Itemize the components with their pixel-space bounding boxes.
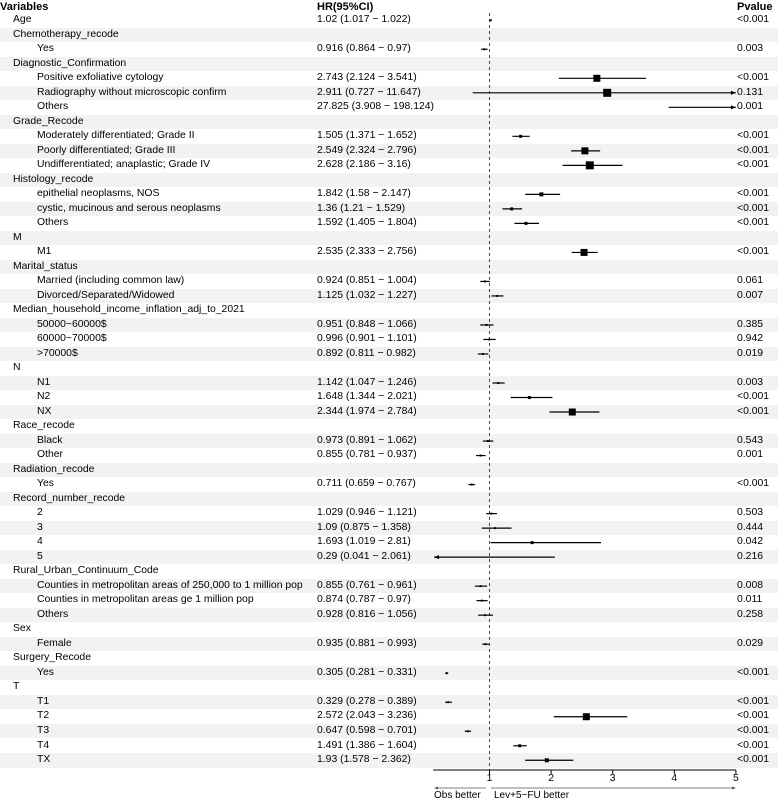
- table-row: [0, 289, 778, 304]
- table-row: [0, 129, 778, 144]
- hr-ci-value: 1.029 (0.946 − 1.121): [317, 507, 417, 519]
- table-row-group: [0, 231, 778, 246]
- variable-label: Yes: [37, 666, 54, 678]
- hr-ci-value: 2.628 (2.186 − 3.16): [317, 159, 411, 171]
- variable-label: T4: [37, 739, 50, 751]
- variable-label: 3: [37, 521, 43, 533]
- pvalue: <0.001: [737, 405, 770, 417]
- table-row-group: [0, 622, 778, 637]
- pvalue: 0.942: [737, 333, 764, 345]
- table-row-group: [0, 57, 778, 72]
- pvalue: <0.001: [737, 217, 770, 229]
- table-row: [0, 376, 778, 391]
- table-row: [0, 332, 778, 347]
- variable-label: Histology_recode: [13, 173, 94, 185]
- hr-ci-value: 0.928 (0.816 − 1.056): [317, 608, 417, 620]
- pvalue: 0.001: [737, 101, 764, 113]
- table-row: [0, 593, 778, 608]
- pvalue: 0.543: [737, 434, 764, 446]
- x-tick-label: 1: [486, 773, 493, 784]
- variable-label: Radiation_recode: [13, 463, 95, 475]
- variable-label: 60000~70000$: [37, 333, 107, 345]
- table-row: [0, 245, 778, 260]
- variable-label: N1: [37, 376, 51, 388]
- hr-ci-value: 1.02 (1.017 − 1.022): [317, 14, 411, 25]
- variable-label: Undifferentiated; anaplastic; Grade IV: [37, 159, 211, 171]
- variable-label: Record_number_recode: [13, 492, 126, 504]
- table-row-group: [0, 303, 778, 318]
- pvalue: <0.001: [737, 695, 770, 707]
- variable-label: >70000$: [37, 347, 78, 359]
- hr-ci-value: 1.09 (0.875 − 1.358): [317, 521, 411, 533]
- table-row: [0, 144, 778, 159]
- table-row: [0, 579, 778, 594]
- pvalue: 0.385: [737, 318, 764, 330]
- pvalue: <0.001: [737, 246, 770, 258]
- table-row: [0, 71, 778, 86]
- hr-ci-value: 1.842 (1.58 − 2.147): [317, 188, 411, 200]
- variable-label: Moderately differentiated; Grade II: [37, 130, 195, 142]
- variable-label: Rural_Urban_Continuum_Code: [13, 565, 159, 577]
- hr-ci-value: 1.592 (1.405 − 1.804): [317, 217, 417, 229]
- variable-label: N2: [37, 391, 51, 403]
- right-direction-label: Lev+5−FU better: [494, 790, 570, 801]
- x-tick-label: 2: [548, 773, 554, 784]
- pvalue: <0.001: [737, 130, 770, 142]
- table-row-group: [0, 680, 778, 695]
- table-row: [0, 506, 778, 521]
- table-row-group: [0, 260, 778, 275]
- table-row-group: [0, 173, 778, 188]
- pvalue: 0.503: [737, 507, 764, 519]
- hr-ci-value: 1.648 (1.344 − 2.021): [317, 391, 417, 403]
- hr-ci-value: 1.693 (1.019 − 2.81): [317, 536, 411, 548]
- hr-ci-value: 1.125 (1.032 − 1.227): [317, 289, 417, 301]
- pvalue: <0.001: [737, 724, 770, 736]
- table-row: [0, 695, 778, 710]
- variable-label: M: [13, 231, 22, 243]
- pvalue: <0.001: [737, 72, 770, 84]
- table-row: [0, 86, 778, 101]
- variable-label: Chemotherapy_recode: [13, 28, 119, 40]
- table-row: [0, 347, 778, 362]
- pvalue: 0.258: [737, 608, 764, 620]
- hr-ci-value: 0.855 (0.781 − 0.937): [317, 449, 417, 461]
- pvalue: <0.001: [737, 478, 770, 490]
- table-row: [0, 405, 778, 420]
- variable-label: Others: [37, 101, 69, 113]
- hr-ci-value: 1.491 (1.386 − 1.604): [317, 739, 417, 751]
- table-row-group: [0, 13, 778, 28]
- variable-label: Radiography without microscopic confirm: [37, 86, 227, 98]
- hr-ci-value: 1.505 (1.371 − 1.652): [317, 130, 417, 142]
- hr-ci-value: 0.29 (0.041 − 2.061): [317, 550, 411, 562]
- pvalue: 0.007: [737, 289, 764, 301]
- variable-label: Marital_status: [13, 260, 78, 272]
- variable-label: Counties in metropolitan areas ge 1 million pop: [37, 594, 254, 606]
- table-row: [0, 739, 778, 754]
- table-row: [0, 100, 778, 115]
- pvalue: 0.019: [737, 347, 764, 359]
- variable-label: Poorly differentiated; Grade III: [37, 144, 176, 156]
- hr-ci-value: 0.855 (0.761 − 0.961): [317, 579, 417, 591]
- pvalue: <0.001: [737, 188, 770, 200]
- table-row: [0, 390, 778, 405]
- variable-label: T3: [37, 724, 50, 736]
- table-row: [0, 434, 778, 449]
- hr-ci-value: 27.825 (3.908 − 198.124): [317, 101, 434, 113]
- pvalue: 0.042: [737, 536, 764, 548]
- hr-ci-value: 0.951 (0.848 − 1.066): [317, 318, 417, 330]
- variable-label: Median_household_income_inflation_adj_to_2021: [13, 304, 245, 316]
- pvalue: 0.001: [737, 449, 764, 461]
- variable-label: N: [13, 362, 21, 374]
- variable-label: Sex: [13, 623, 31, 635]
- hr-ci-value: 0.329 (0.278 − 0.389): [317, 695, 417, 707]
- variable-label: Female: [37, 637, 72, 649]
- table-row-group: [0, 361, 778, 376]
- hr-ci-value: 0.924 (0.851 − 1.004): [317, 275, 417, 287]
- pvalue: 0.003: [737, 376, 764, 388]
- x-tick-label: 3: [609, 773, 616, 784]
- variable-label: Other: [37, 449, 63, 461]
- table-row: [0, 666, 778, 681]
- header-pvalue: Pvalue: [737, 1, 773, 13]
- variable-label: TX: [37, 754, 51, 765]
- pvalue: <0.001: [737, 159, 770, 171]
- hr-ci-value: 1.142 (1.047 − 1.246): [317, 376, 417, 388]
- table-row: [0, 753, 778, 768]
- variable-label: 5: [37, 550, 43, 562]
- variable-label: Black: [37, 434, 63, 446]
- table-row-group: [0, 651, 778, 666]
- pvalue: <0.001: [737, 202, 770, 214]
- header-hr: HR(95%CI): [317, 1, 374, 13]
- pvalue: 0.444: [737, 521, 764, 533]
- pvalue: 0.029: [737, 637, 764, 649]
- hr-ci-value: 0.996 (0.901 − 1.101): [317, 333, 417, 345]
- variable-label: T1: [37, 695, 50, 707]
- variable-label: Age: [13, 14, 32, 25]
- hr-ci-value: 2.535 (2.333 − 2.756): [317, 246, 417, 258]
- variable-label: epithelial neoplasms, NOS: [37, 188, 160, 200]
- table-row-group: [0, 115, 778, 130]
- variable-label: Others: [37, 217, 69, 229]
- hr-ci-value: 1.36 (1.21 − 1.529): [317, 202, 406, 214]
- hr-ci-value: 2.549 (2.324 − 2.796): [317, 144, 417, 156]
- table-row: [0, 216, 778, 231]
- table-row: [0, 274, 778, 289]
- variable-label: T: [13, 681, 20, 693]
- hr-ci-value: 0.935 (0.881 − 0.993): [317, 637, 417, 649]
- table-row: [0, 709, 778, 724]
- table-row: [0, 477, 778, 492]
- hr-ci-value: 0.916 (0.864 − 0.97): [317, 43, 411, 55]
- table-row-group: [0, 564, 778, 579]
- pvalue: <0.001: [737, 391, 770, 403]
- variable-label: Surgery_Recode: [13, 652, 91, 664]
- variable-label: Counties in metropolitan areas of 250,000 to 1 million pop: [37, 579, 303, 591]
- hr-ci-value: 1.93 (1.578 − 2.362): [317, 754, 411, 765]
- pvalue: <0.001: [737, 14, 770, 25]
- variable-label: M1: [37, 246, 52, 258]
- pvalue: 0.216: [737, 550, 764, 562]
- variable-label: 4: [37, 536, 43, 548]
- pvalue: 0.131: [737, 86, 764, 98]
- header-variables: Variables: [0, 1, 49, 13]
- pvalue: <0.001: [737, 739, 770, 751]
- x-tick-label: 5: [733, 773, 739, 784]
- table-row-group: [0, 463, 778, 478]
- hr-ci-value: 0.305 (0.281 − 0.331): [317, 666, 417, 678]
- table-row: [0, 202, 778, 217]
- table-row: [0, 158, 778, 173]
- variable-label: 50000~60000$: [37, 318, 107, 330]
- hr-ci-value: 0.892 (0.811 − 0.982): [317, 347, 416, 359]
- pvalue: <0.001: [737, 666, 770, 678]
- variable-label: Divorced/Separated/Widowed: [37, 289, 175, 301]
- variable-label: Married (including common law): [37, 275, 185, 287]
- table-row: [0, 535, 778, 550]
- left-direction-label: Obs better: [434, 790, 481, 801]
- variable-label: cystic, mucinous and serous neoplasms: [37, 202, 221, 214]
- variable-label: T2: [37, 710, 50, 722]
- pvalue: <0.001: [737, 754, 770, 765]
- variable-label: Yes: [37, 478, 54, 490]
- variable-label: Others: [37, 608, 69, 620]
- variable-label: Diagnostic_Confirmation: [13, 57, 127, 69]
- table-row: [0, 724, 778, 739]
- table-row: [0, 448, 778, 463]
- pvalue: 0.061: [737, 275, 764, 287]
- variable-label: Grade_Recode: [13, 115, 84, 127]
- arrow-right-icon: [732, 787, 736, 790]
- hr-ci-value: 0.711 (0.659 − 0.767): [317, 478, 416, 490]
- hr-ci-value: 0.973 (0.891 − 1.062): [317, 434, 417, 446]
- hr-ci-value: 0.647 (0.598 − 0.701): [317, 724, 417, 736]
- variable-label: NX: [37, 405, 52, 417]
- pvalue: 0.008: [737, 579, 764, 591]
- pvalue: <0.001: [737, 144, 770, 156]
- variable-label: Yes: [37, 43, 54, 55]
- table-row: [0, 187, 778, 202]
- table-row: [0, 318, 778, 333]
- table-row: [0, 608, 778, 623]
- hr-ci-value: 2.344 (1.974 − 2.784): [317, 405, 417, 417]
- table-row-group: [0, 492, 778, 507]
- table-row: [0, 637, 778, 652]
- variable-label: Positive exfoliative cytology: [37, 72, 164, 84]
- hr-ci-value: 2.911 (0.727 − 11.647): [317, 86, 421, 98]
- table-row-group: [0, 419, 778, 434]
- hr-ci-value: 2.743 (2.124 − 3.541): [317, 72, 417, 84]
- pvalue: 0.003: [737, 43, 764, 55]
- hr-ci-value: 2.572 (2.043 − 3.236): [317, 710, 417, 722]
- table-row-group: [0, 28, 778, 43]
- pvalue: 0.011: [737, 594, 763, 606]
- table-row: [0, 521, 778, 536]
- hr-ci-value: 0.874 (0.787 − 0.97): [317, 594, 411, 606]
- pvalue: <0.001: [737, 710, 770, 722]
- x-tick-label: 4: [671, 773, 678, 784]
- variable-label: Race_recode: [13, 420, 75, 432]
- variable-label: 2: [37, 507, 43, 519]
- table-row: [0, 550, 778, 565]
- table-row: [0, 42, 778, 57]
